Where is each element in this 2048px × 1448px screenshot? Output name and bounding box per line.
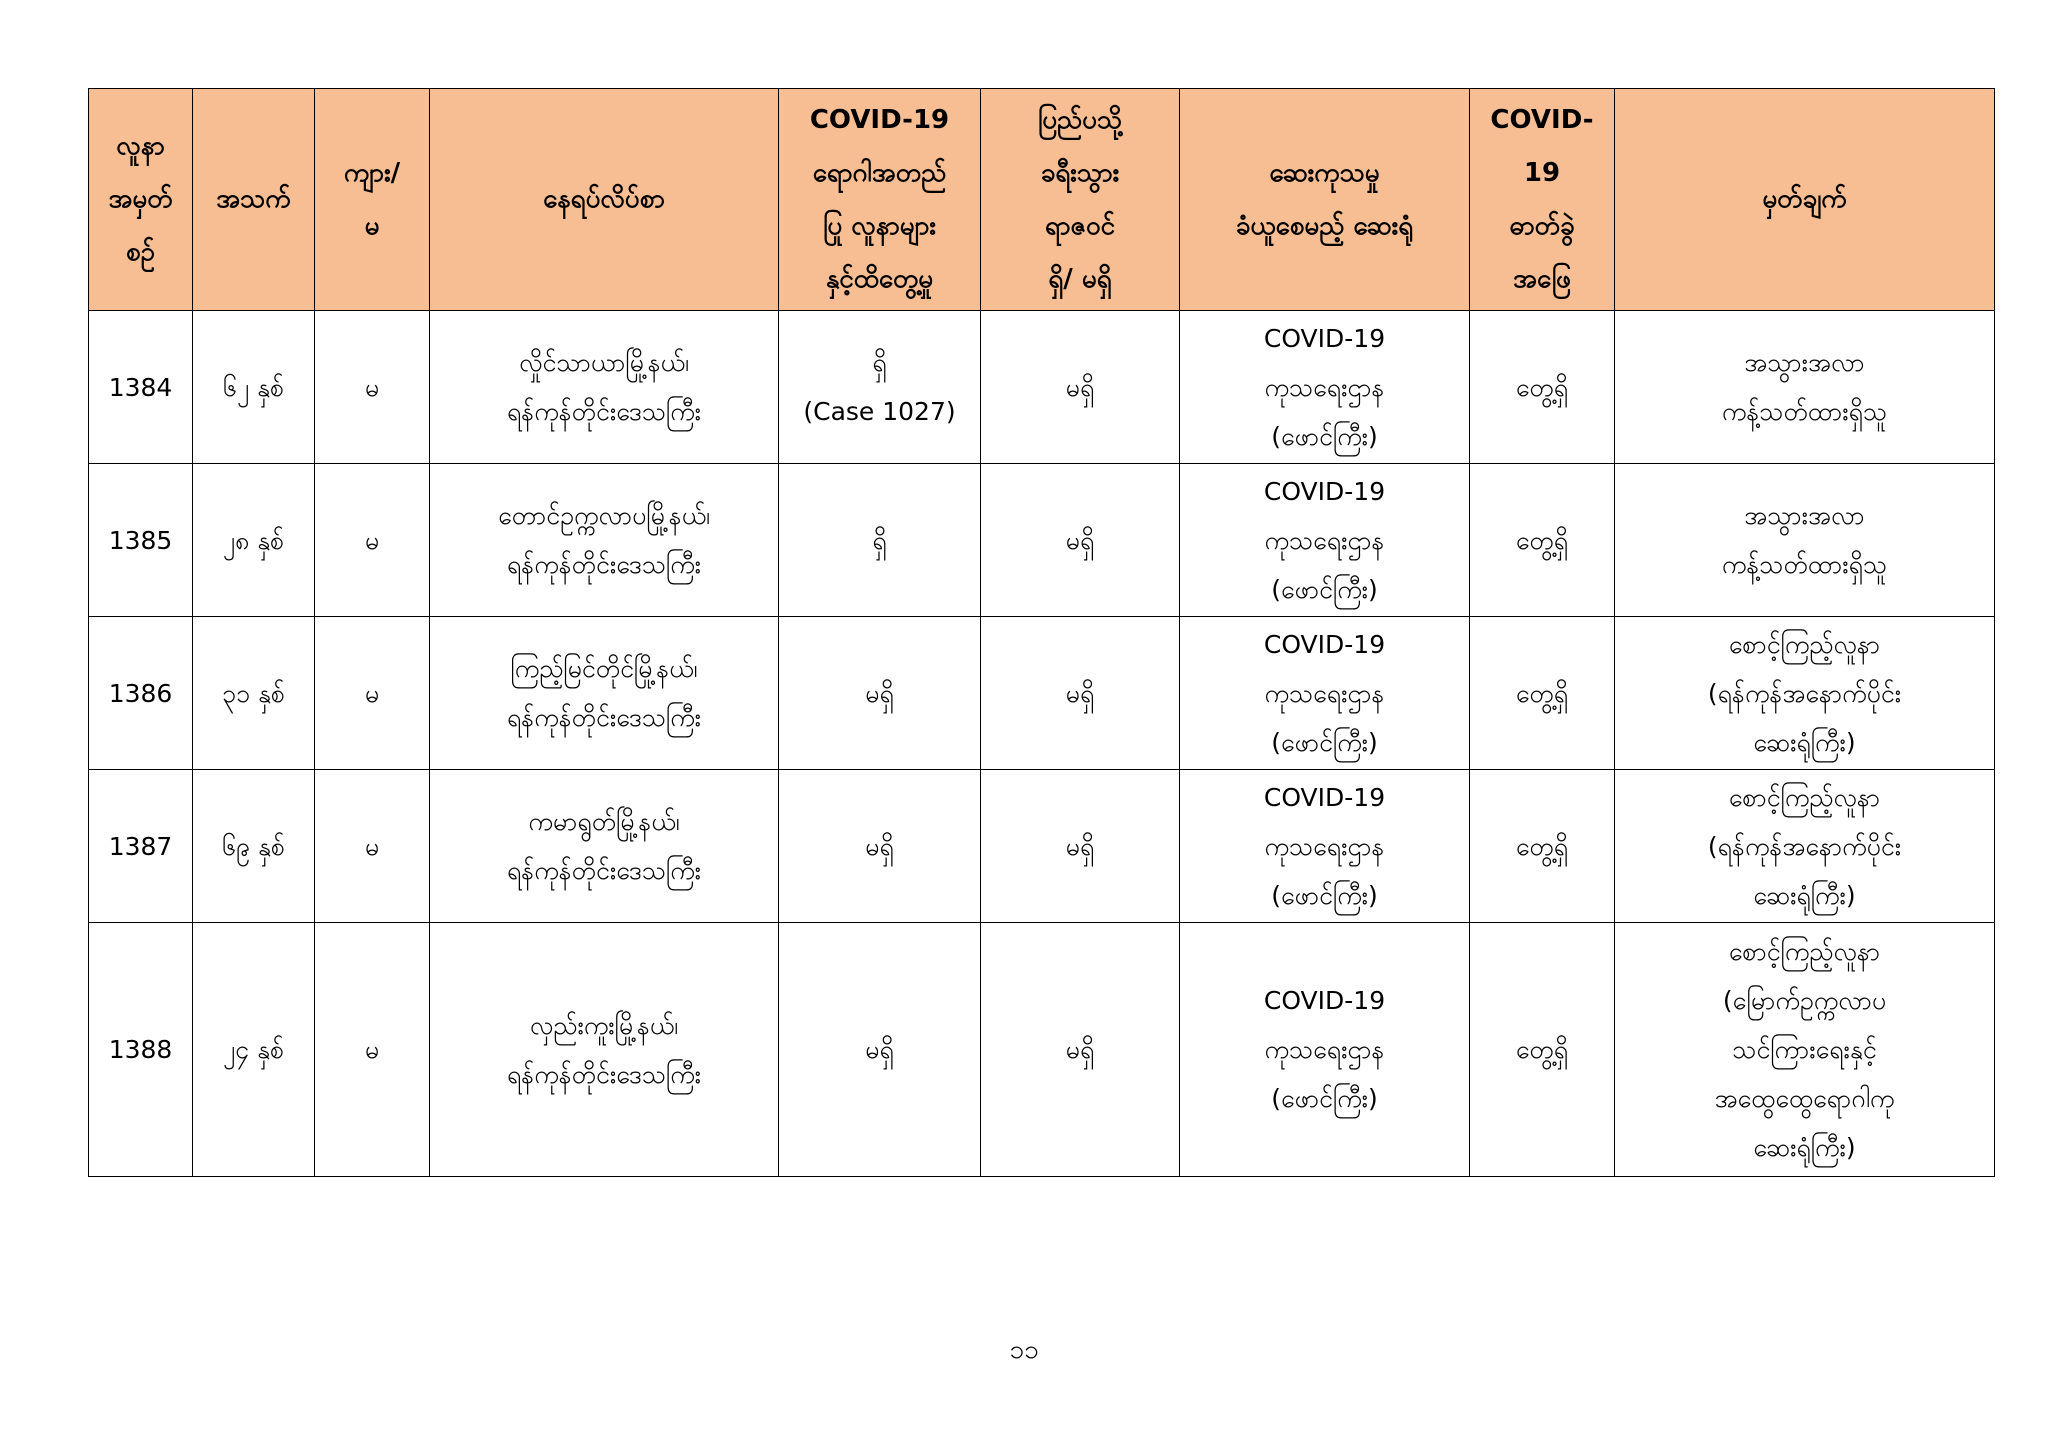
cell-address: လှိုင်သာယာမြို့နယ်၊ ရန်ကုန်တိုင်းဒေသကြီး	[430, 311, 779, 464]
cell-lab-result: တွေ့ရှိ	[1470, 311, 1615, 464]
cell-address: ကြည့်မြင်တိုင်မြို့နယ်၊ ရန်ကုန်တိုင်းဒေသကြီး	[430, 617, 779, 770]
cell-hospital: COVID-19 ကုသရေးဌာန (ဖောင်ကြီး)	[1180, 617, 1470, 770]
cell-remark: အသွားအလာ ကန့်သတ်ထားရှိသူ	[1615, 464, 1995, 617]
cell-travel-history: မရှိ	[981, 464, 1180, 617]
cell-remark: စောင့်ကြည့်လူနာ (ရန်ကုန်အနောက်ပိုင်း ဆေးရုံကြီး)	[1615, 617, 1995, 770]
cell-hospital: COVID-19 ကုသရေးဌာန (ဖောင်ကြီး)	[1180, 770, 1470, 923]
cell-age: ၆၉ နှစ်	[193, 770, 315, 923]
cell-sex: မ	[315, 464, 430, 617]
cell-sex: မ	[315, 770, 430, 923]
cell-lab-result: တွေ့ရှိ	[1470, 617, 1615, 770]
cell-lab-result: တွေ့ရှိ	[1470, 464, 1615, 617]
cell-hospital: COVID-19 ကုသရေးဌာန (ဖောင်ကြီး)	[1180, 311, 1470, 464]
header-lab-result: COVID- 19 ဓာတ်ခွဲ အဖြေ	[1470, 89, 1615, 311]
cell-hospital: COVID-19 ကုသရေးဌာန (ဖောင်ကြီး)	[1180, 923, 1470, 1177]
cell-lab-result: တွေ့ရှိ	[1470, 770, 1615, 923]
cell-sex: မ	[315, 923, 430, 1177]
table-row	[89, 311, 1995, 464]
cell-address: လှည်းကူးမြို့နယ်၊ ရန်ကုန်တိုင်းဒေသကြီး	[430, 923, 779, 1177]
header-contact: COVID-19 ရောဂါအတည် ပြု လူနာများ နှင့်ထိတွေ့မှု	[779, 89, 981, 311]
cell-age: ၂၈ နှစ်	[193, 464, 315, 617]
cell-patient-number: 1386	[89, 617, 193, 770]
header-patient-number: လူနာ အမှတ် စဉ်	[89, 89, 193, 311]
cell-age: ၂၄ နှစ်	[193, 923, 315, 1177]
header-remark: မှတ်ချက်	[1615, 89, 1995, 311]
header-age: အသက်	[193, 89, 315, 311]
cell-lab-result: တွေ့ရှိ	[1470, 923, 1615, 1177]
cell-address: တောင်ဥက္ကလာပမြို့နယ်၊ ရန်ကုန်တိုင်းဒေသကြီး	[430, 464, 779, 617]
table-row	[89, 770, 1995, 923]
covid-cases-table	[88, 88, 1995, 1177]
cell-remark: စောင့်ကြည့်လူနာ (မြောက်ဥက္ကလာပ သင်ကြားရေးနှင့် အထွေထွေရောဂါကု ဆေးရုံကြီး)	[1615, 923, 1995, 1177]
page-number: ၁၁	[1009, 1335, 1039, 1365]
cell-patient-number: 1387	[89, 770, 193, 923]
table-header-row	[89, 89, 1995, 311]
cell-sex: မ	[315, 617, 430, 770]
cell-address: ကမာရွတ်မြို့နယ်၊ ရန်ကုန်တိုင်းဒေသကြီး	[430, 770, 779, 923]
cell-sex: မ	[315, 311, 430, 464]
header-hospital: ဆေးကုသမှု ခံယူစေမည့် ဆေးရုံ	[1180, 89, 1470, 311]
cell-contact: ရှိ	[779, 464, 981, 617]
cell-hospital: COVID-19 ကုသရေးဌာန (ဖောင်ကြီး)	[1180, 464, 1470, 617]
cell-patient-number: 1384	[89, 311, 193, 464]
header-travel-history: ပြည်ပသို့ ခရီးသွား ရာဇဝင် ရှိ/ မရှိ	[981, 89, 1180, 311]
cell-travel-history: မရှိ	[981, 923, 1180, 1177]
header-address: နေရပ်လိပ်စာ	[430, 89, 779, 311]
table-row	[89, 617, 1995, 770]
cell-age: ၃၁ နှစ်	[193, 617, 315, 770]
header-sex: ကျား/ မ	[315, 89, 430, 311]
cell-contact: မရှိ	[779, 770, 981, 923]
cell-travel-history: မရှိ	[981, 770, 1180, 923]
cell-remark: အသွားအလာ ကန့်သတ်ထားရှိသူ	[1615, 311, 1995, 464]
table-row	[89, 923, 1995, 1177]
cell-contact: ရှိ (Case 1027)	[779, 311, 981, 464]
cell-contact: မရှိ	[779, 923, 981, 1177]
cell-age: ၆၂ နှစ်	[193, 311, 315, 464]
cell-patient-number: 1388	[89, 923, 193, 1177]
cell-remark: စောင့်ကြည့်လူနာ (ရန်ကုန်အနောက်ပိုင်း ဆေးရုံကြီး)	[1615, 770, 1995, 923]
table-row	[89, 464, 1995, 617]
cell-travel-history: မရှိ	[981, 311, 1180, 464]
cell-patient-number: 1385	[89, 464, 193, 617]
cell-contact: မရှိ	[779, 617, 981, 770]
cell-travel-history: မရှိ	[981, 617, 1180, 770]
